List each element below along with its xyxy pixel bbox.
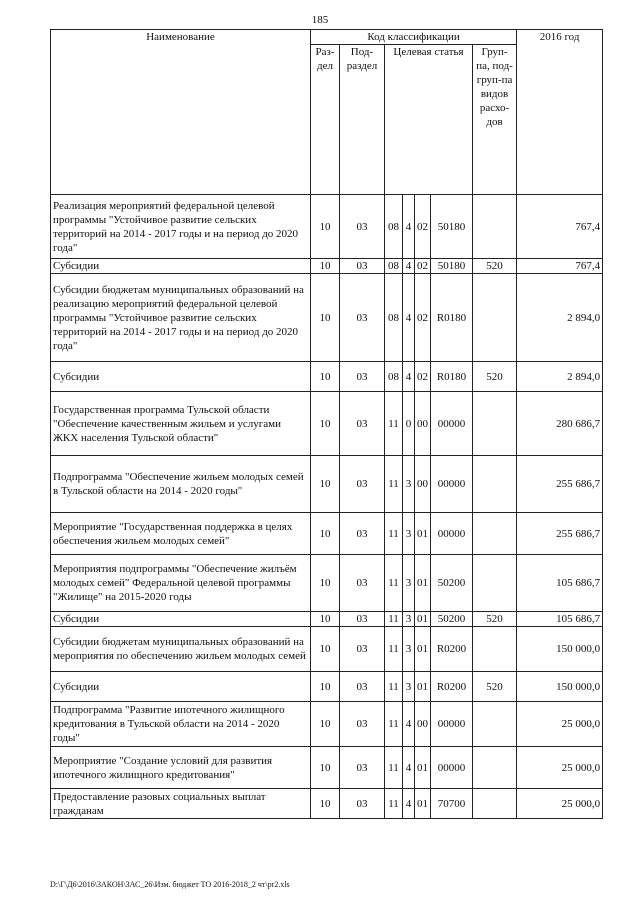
row-target-program: 08	[385, 362, 403, 392]
row-razdel: 10	[311, 672, 340, 702]
table-row	[51, 456, 603, 513]
header-classification: Код классификации	[311, 30, 517, 45]
row-group: 520	[473, 362, 517, 392]
row-target-program: 11	[385, 513, 403, 555]
row-razdel: 10	[311, 747, 340, 789]
row-target-program: 08	[385, 259, 403, 274]
row-name: Подпрограмма "Обеспечение жильем молодых семей в Тульской области на 2014 - 2020 годы"	[51, 456, 311, 513]
table-row	[51, 513, 603, 555]
row-podrazdel: 03	[340, 362, 385, 392]
table-row	[51, 747, 603, 789]
row-group	[473, 392, 517, 456]
row-target-subprogram: 3	[403, 672, 415, 702]
table-row	[51, 259, 603, 274]
footer-file-path: D:\Г\Д6\2016\ЗАКОН\ЗАС_26\Изм. бюджет ТО 2016-2018_2 чт\pr2.xls	[50, 880, 290, 889]
row-podrazdel: 03	[340, 274, 385, 362]
row-razdel: 10	[311, 392, 340, 456]
table-row	[51, 392, 603, 456]
row-target-program: 08	[385, 195, 403, 259]
row-amount: 280 686,7	[517, 392, 603, 456]
row-podrazdel: 03	[340, 747, 385, 789]
row-podrazdel: 03	[340, 612, 385, 627]
row-razdel: 10	[311, 555, 340, 612]
row-razdel: 10	[311, 274, 340, 362]
row-target-event: 00	[415, 702, 431, 747]
row-amount: 150 000,0	[517, 672, 603, 702]
header-razdel: Раз-дел	[311, 45, 340, 195]
row-target-code: 50200	[431, 612, 473, 627]
row-razdel: 10	[311, 789, 340, 819]
row-podrazdel: 03	[340, 555, 385, 612]
header-group: Груп-па, под-груп-па видов расхо-дов	[473, 45, 517, 195]
row-razdel: 10	[311, 627, 340, 672]
row-target-program: 11	[385, 392, 403, 456]
row-target-program: 11	[385, 702, 403, 747]
row-target-subprogram: 3	[403, 513, 415, 555]
row-amount: 150 000,0	[517, 627, 603, 672]
row-amount: 255 686,7	[517, 456, 603, 513]
row-target-code: R0180	[431, 274, 473, 362]
row-target-program: 11	[385, 555, 403, 612]
page-number: 185	[311, 14, 329, 26]
row-podrazdel: 03	[340, 672, 385, 702]
row-name: Субсидии	[51, 612, 311, 627]
row-name: Реализация мероприятий федеральной целевой программы "Устойчивое развитие сельских территорий на 2014 - 2017 годы и на период до 2020 года"	[51, 195, 311, 259]
row-group	[473, 195, 517, 259]
budget-table	[50, 29, 603, 819]
row-target-program: 11	[385, 672, 403, 702]
row-target-program: 11	[385, 612, 403, 627]
row-razdel: 10	[311, 513, 340, 555]
row-podrazdel: 03	[340, 259, 385, 274]
row-target-program: 08	[385, 274, 403, 362]
row-target-code: 70700	[431, 789, 473, 819]
row-name: Субсидии	[51, 672, 311, 702]
row-target-event: 01	[415, 555, 431, 612]
row-podrazdel: 03	[340, 702, 385, 747]
row-target-code: 00000	[431, 456, 473, 513]
row-target-event: 01	[415, 747, 431, 789]
row-target-subprogram: 4	[403, 747, 415, 789]
row-target-code: R0200	[431, 627, 473, 672]
row-target-subprogram: 3	[403, 456, 415, 513]
row-target-code: 00000	[431, 702, 473, 747]
row-name: Государственная программа Тульской области "Обеспечение качественным жильем и услугами ЖКХ населения Тульской области"	[51, 392, 311, 456]
row-name: Субсидии бюджетам муниципальных образований на мероприятия по обеспечению жильем молодых семей	[51, 627, 311, 672]
row-podrazdel: 03	[340, 392, 385, 456]
row-target-code: 00000	[431, 513, 473, 555]
row-target-code: 50200	[431, 555, 473, 612]
row-target-event: 01	[415, 627, 431, 672]
row-target-event: 00	[415, 392, 431, 456]
row-amount: 25 000,0	[517, 747, 603, 789]
row-group	[473, 456, 517, 513]
row-target-subprogram: 4	[403, 362, 415, 392]
header-year: 2016 год	[517, 30, 603, 195]
row-target-event: 01	[415, 612, 431, 627]
row-target-code: 50180	[431, 195, 473, 259]
row-group: 520	[473, 259, 517, 274]
row-target-code: R0200	[431, 672, 473, 702]
row-target-subprogram: 4	[403, 274, 415, 362]
table-row	[51, 274, 603, 362]
row-target-subprogram: 3	[403, 627, 415, 672]
row-target-subprogram: 0	[403, 392, 415, 456]
row-target-code: R0180	[431, 362, 473, 392]
row-target-event: 01	[415, 672, 431, 702]
row-amount: 767,4	[517, 195, 603, 259]
row-group	[473, 789, 517, 819]
row-group: 520	[473, 672, 517, 702]
row-target-subprogram: 4	[403, 259, 415, 274]
row-target-subprogram: 4	[403, 702, 415, 747]
row-name: Мероприятия подпрограммы "Обеспечение жилъём молодых семей" Федеральной целевой программы "Жилище" на 2015-2020 годы	[51, 555, 311, 612]
row-amount: 25 000,0	[517, 789, 603, 819]
row-target-program: 11	[385, 456, 403, 513]
row-razdel: 10	[311, 456, 340, 513]
row-target-event: 02	[415, 274, 431, 362]
row-razdel: 10	[311, 702, 340, 747]
header-name: Наименование	[51, 30, 311, 195]
row-target-program: 11	[385, 627, 403, 672]
table-row	[51, 195, 603, 259]
row-name: Предоставление разовых социальных выплат гражданам	[51, 789, 311, 819]
header-podrazdel: Под-раздел	[340, 45, 385, 195]
row-amount: 105 686,7	[517, 612, 603, 627]
row-target-event: 02	[415, 195, 431, 259]
row-target-subprogram: 4	[403, 195, 415, 259]
row-podrazdel: 03	[340, 627, 385, 672]
row-amount: 2 894,0	[517, 362, 603, 392]
table-row	[51, 789, 603, 819]
row-razdel: 10	[311, 612, 340, 627]
row-target-subprogram: 4	[403, 789, 415, 819]
row-target-event: 02	[415, 259, 431, 274]
row-amount: 2 894,0	[517, 274, 603, 362]
row-name: Субсидии бюджетам муниципальных образований на реализацию мероприятий федеральной целевой программы "Устойчивое развитие сельских территорий на 2014 - 2017 годы и на период до 2020 года"	[51, 274, 311, 362]
row-group	[473, 274, 517, 362]
row-target-event: 01	[415, 513, 431, 555]
row-podrazdel: 03	[340, 195, 385, 259]
row-name: Подпрограмма "Развитие ипотечного жилищного кредитования в Тульской области на 2014 - 2020 годы"	[51, 702, 311, 747]
row-podrazdel: 03	[340, 789, 385, 819]
row-group	[473, 627, 517, 672]
table-row	[51, 612, 603, 627]
row-group	[473, 513, 517, 555]
row-target-event: 01	[415, 789, 431, 819]
row-razdel: 10	[311, 259, 340, 274]
row-razdel: 10	[311, 195, 340, 259]
row-target-code: 00000	[431, 392, 473, 456]
table-row	[51, 702, 603, 747]
header-target: Целевая статья	[385, 45, 473, 195]
row-target-subprogram: 3	[403, 612, 415, 627]
row-name: Субсидии	[51, 362, 311, 392]
table-row	[51, 555, 603, 612]
row-name: Субсидии	[51, 259, 311, 274]
row-name: Мероприятие "Государственная поддержка в целях обеспечения жильем молодых семей"	[51, 513, 311, 555]
row-group	[473, 747, 517, 789]
row-target-program: 11	[385, 747, 403, 789]
row-amount: 255 686,7	[517, 513, 603, 555]
row-podrazdel: 03	[340, 513, 385, 555]
row-name: Мероприятие "Создание условий для развития ипотечного жилищного кредитования"	[51, 747, 311, 789]
row-target-code: 50180	[431, 259, 473, 274]
row-group: 520	[473, 612, 517, 627]
row-amount: 105 686,7	[517, 555, 603, 612]
row-podrazdel: 03	[340, 456, 385, 513]
row-target-program: 11	[385, 789, 403, 819]
row-target-event: 02	[415, 362, 431, 392]
table-row	[51, 627, 603, 672]
row-group	[473, 555, 517, 612]
row-amount: 25 000,0	[517, 702, 603, 747]
row-razdel: 10	[311, 362, 340, 392]
row-target-subprogram: 3	[403, 555, 415, 612]
table-row	[51, 672, 603, 702]
row-group	[473, 702, 517, 747]
table-row	[51, 362, 603, 392]
row-target-event: 00	[415, 456, 431, 513]
row-amount: 767,4	[517, 259, 603, 274]
row-target-code: 00000	[431, 747, 473, 789]
